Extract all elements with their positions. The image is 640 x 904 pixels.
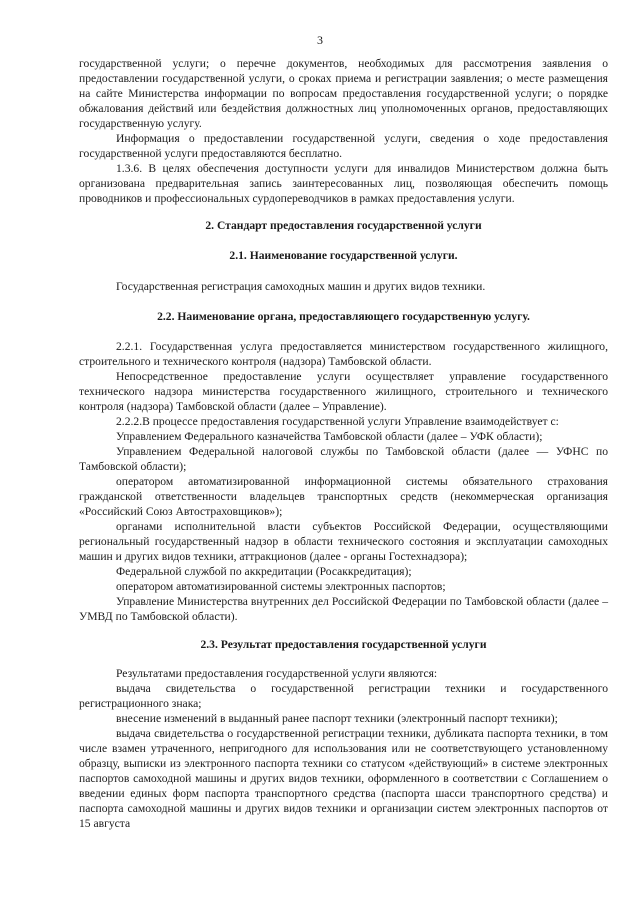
document-body — [79, 56, 608, 831]
paragraph-2-2-1: 2.2.1. Государственная услуга предоставляется министерством государственного жилищного, строительного и технического контроля (надзора) Тамбовской области. — [79, 340, 608, 368]
subsection-heading-2-1: 2.1. Наименование государственной услуги. — [229, 249, 458, 262]
paragraph-fsa: Федеральной службой по аккредитации (Росаккредитация); — [116, 565, 412, 578]
paragraph-1-3-6: 1.3.6. В целях обеспечения доступности услуги для инвалидов Министерством должна быть организована предварительная запись заинтересованных лиц, позволяющая обеспечить помощь проводников и профессиональных сурдопереводчиков в рамках предоставления услуги. — [79, 162, 608, 205]
paragraph-ufk: Управлением Федерального казначейства Тамбовской области (далее – УФК области); — [116, 430, 543, 443]
subsection-heading-2-3: 2.3. Результат предоставления государственной услуги — [200, 638, 487, 651]
paragraph-intro-continuation: государственной услуги; о перечне документов, необходимых для рассмотрения заявления о предоставлении государственной услуги, о сроках приема и регистрации заявления; о месте размещения на сайте Министерства информации по вопросам предоставления государственной услуги; о порядке обжалования действий или бездействия должностных лиц уполномоченных органов, предоставляющих государственную услугу. — [79, 57, 608, 130]
paragraph-result-1: выдача свидетельства о государственной регистрации техники и государственного регистрационного знака; — [79, 682, 608, 710]
paragraph-result-2: внесение изменений в выданный ранее паспорт техники (электронный паспорт техники); — [116, 712, 558, 725]
subsection-heading-2-2: 2.2. Наименование органа, предоставляющего государственную услугу. — [157, 310, 530, 323]
paragraph-results-intro: Результатами предоставления государственной услуги являются: — [116, 667, 438, 680]
paragraph-2-2-2: 2.2.2.В процессе предоставления государственной услуги Управление взаимодействует с: — [116, 415, 559, 428]
paragraph-result-3: выдача свидетельства о государственной регистрации техники, дубликата паспорта техники, в том числе взамен утраченного, непригодного для использования или не соответствующего установленному образцу, выписки из электронного паспорта техники со статусом «действующий» в системе электронных паспортов самоходной машины и других видов техники, оформленного в соответствии с Соглашением о введении единых форм паспорта транспортного средства (паспорта шасси транспортного средства) и паспорта самоходной машины и других видов техники и организации систем электронных паспортов от 15 августа — [79, 727, 608, 830]
page-number: 3 — [317, 33, 323, 47]
paragraph-organs: органами исполнительной власти субъектов Российской Федерации, осуществляющими региональный государственный надзор в области технического состояния и эксплуатации самоходных машин и других видов техники, аттракционов (далее - органы Гостехнадзора); — [79, 520, 608, 563]
paragraph-info-free: Информация о предоставлении государственной услуги, сведения о ходе предоставления государственной услуги предоставляются бесплатно. — [79, 132, 608, 160]
section-heading-2: 2. Стандарт предоставления государственной услуги — [205, 219, 482, 232]
paragraph-operator-ais: оператором автоматизированной информационной системы обязательного страхования гражданской ответственности владельцев транспортных средств (некоммерческая организация «Российский Союз Автостраховщиков»); — [79, 475, 608, 518]
paragraph-operator-eps: оператором автоматизированной системы электронных паспортов; — [116, 580, 446, 593]
paragraph-direct-provision: Непосредственное предоставление услуги осуществляет управление государственного технического надзора министерства государственного жилищного, строительного и технического контроля (надзора) Тамбовской области (далее – Управление). — [79, 370, 608, 413]
paragraph-ufns: Управлением Федеральной налоговой службы по Тамбовской области (далее — УФНС по Тамбовской области); — [79, 445, 608, 473]
paragraph-2-1-text: Государственная регистрация самоходных машин и других видов техники. — [116, 280, 486, 293]
paragraph-umvd: Управление Министерства внутренних дел Российской Федерации по Тамбовской области (далее – УМВД по Тамбовской области). — [79, 595, 608, 623]
